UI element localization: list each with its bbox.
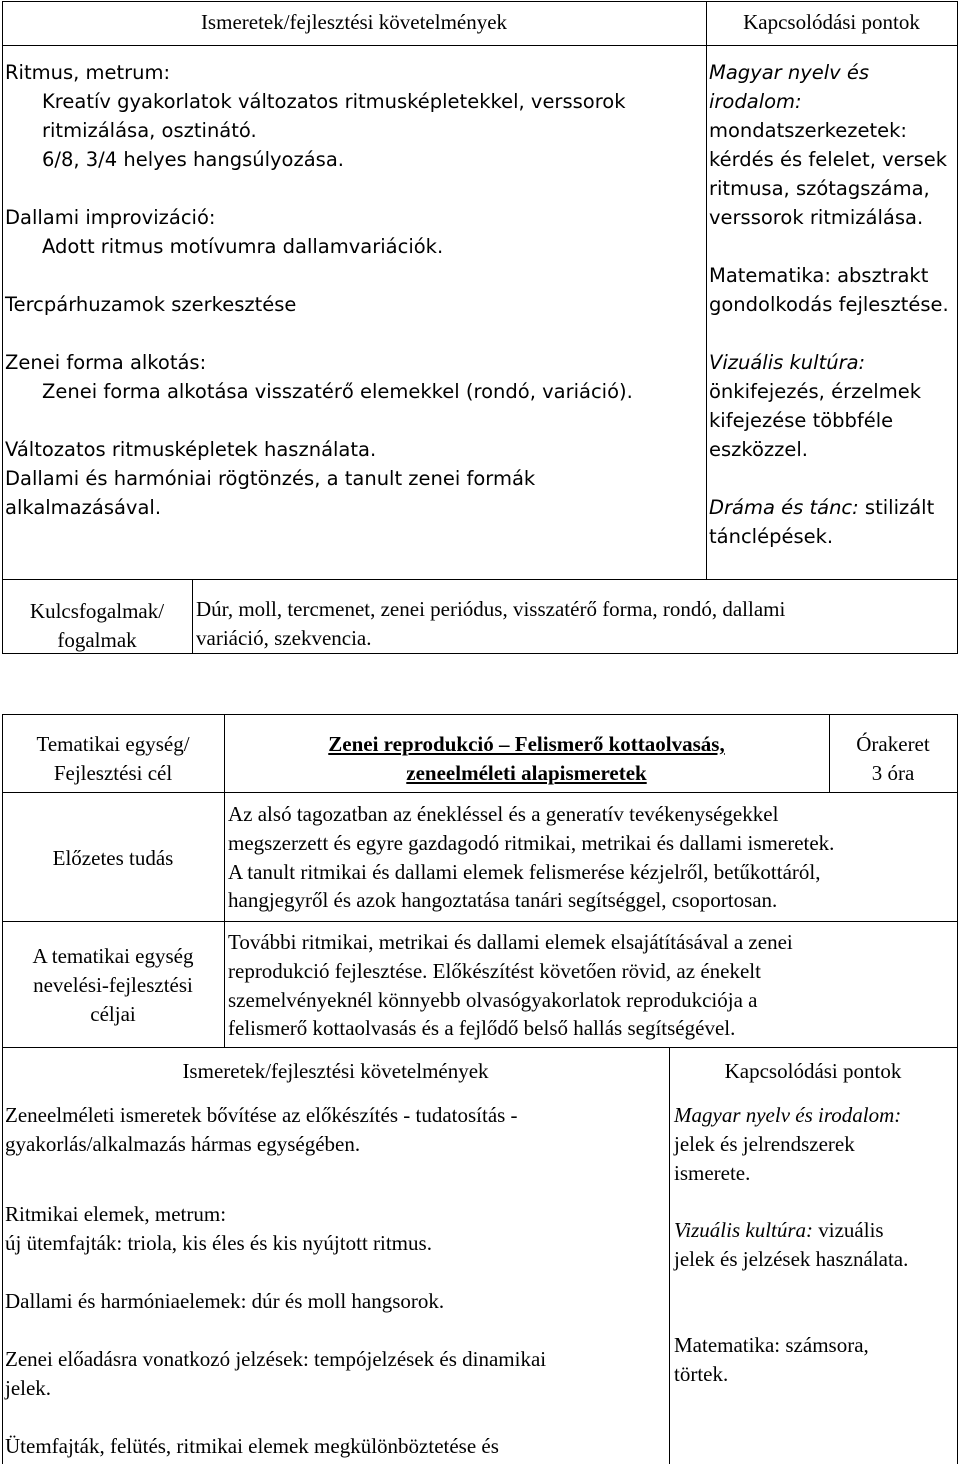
section1-header-connections: Kapcsolódási pontok: [743, 10, 920, 34]
subject-visual-culture: Vizuális kultúra:: [674, 1218, 814, 1242]
connection-text: Matematika: absztrakt: [709, 264, 929, 287]
section2-header-requirements: Ismeretek/fejlesztési követelmények: [182, 1059, 489, 1083]
prior-knowledge-text: Az alsó tagozatban az énekléssel és a generatív tevékenységekkel: [228, 802, 779, 826]
requirement-text: ritmizálása, osztinátó.: [42, 119, 257, 142]
unit-goals-label: A tematikai egység: [32, 944, 194, 968]
connection-text: önkifejezés, érzelmek: [709, 380, 922, 403]
requirement-text: gyakorlás/alkalmazás hármas egységében.: [5, 1132, 361, 1156]
section1-header-requirements: Ismeretek/fejlesztési követelmények: [200, 10, 508, 34]
connection-text: ismerete.: [674, 1161, 751, 1185]
requirement-text: Dallami és harmóniai rögtönzés, a tanult zenei formák: [5, 467, 536, 490]
unit-goals-text: felismerő kottaolvasás és a fejlődő belső hallás segítségével.: [228, 1016, 736, 1040]
requirement-text: új ütemfajták: triola, kis éles és kis nyújtott ritmus.: [5, 1231, 432, 1255]
prior-knowledge-text: A tanult ritmikai és dallami elemek felismerése kézjelről, betűkottáról,: [228, 860, 821, 884]
connection-text: Vizuális kultúra: vizuális: [674, 1218, 884, 1242]
unit-goals-label: nevelési-fejlesztési: [33, 973, 193, 997]
hours-label: Órakeret: [856, 732, 930, 756]
requirement-heading: Tercpárhuzamok szerkesztése: [5, 293, 297, 316]
requirement-text: alkalmazásával.: [5, 496, 162, 519]
requirement-heading: Ritmikai elemek, metrum:: [5, 1202, 227, 1226]
requirement-text: Változatos ritmusképletek használata.: [5, 438, 377, 461]
prior-knowledge-text: hangjegyről és azok hangoztatása tanári segítséggel, csoportosan.: [228, 888, 778, 912]
requirement-text: Ütemfajták, felütés, ritmikai elemek megkülönböztetése és: [5, 1434, 499, 1458]
requirement-text: Zenei forma alkotása visszatérő elemekkel (rondó, variáció).: [42, 380, 633, 403]
connection-text: jelek és jelzések használata.: [674, 1247, 909, 1271]
connection-text: kifejezése többféle: [709, 409, 894, 432]
unit-goals-text: További ritmikai, metrikai és dallami elemek elsajátításával a zenei: [228, 930, 793, 954]
unit-goals-label: céljai: [90, 1002, 136, 1026]
requirement-heading: Ritmus, metrum:: [5, 61, 171, 84]
requirement-text: Zenei előadásra vonatkozó jelzések: tempójelzések és dinamikai: [5, 1347, 547, 1371]
subject-drama: Dráma és tánc:: [709, 496, 859, 519]
requirement-text: Zeneelméleti ismeretek bővítése az előkészítés - tudatosítás -: [5, 1103, 518, 1127]
requirement-text: Adott ritmus motívumra dallamvariációk.: [42, 235, 444, 258]
requirement-heading: Dallami improvizáció:: [5, 206, 216, 229]
subject-visual-culture: Vizuális kultúra:: [709, 351, 866, 374]
prior-knowledge-text: megszerzett és egyre gazdagodó ritmikai, metrikai és dallami ismeretek.: [228, 831, 835, 855]
unit-goals-text: szemelvényeknél könnyebb olvasógyakorlatok reprodukciója a: [228, 988, 758, 1012]
connection-text: mondatszerkezetek:: [709, 119, 907, 142]
requirement-text: Kreatív gyakorlatok változatos ritmusképletekkel, verssorok: [42, 90, 626, 113]
requirement-text: jelek.: [5, 1376, 52, 1400]
connection-text: Matematika: számsora,: [674, 1333, 869, 1357]
connection-text: jelek és jelrendszerek: [674, 1132, 855, 1156]
thematic-unit-label: Fejlesztési cél: [53, 761, 173, 785]
requirement-text: 6/8, 3/4 helyes hangsúlyozása.: [42, 148, 344, 171]
subject-hungarian: irodalom:: [709, 90, 802, 113]
unit-goals-text: reprodukció fejlesztése. Előkészítést követően rövid, az énekelt: [228, 959, 761, 983]
prior-knowledge-label: Előzetes tudás: [52, 846, 174, 870]
requirement-text: Dallami és harmóniaelemek: dúr és moll hangsorok.: [5, 1289, 445, 1313]
unit-title: zeneelméleti alapismeretek: [406, 761, 647, 785]
keywords-text: variáció, szekvencia.: [196, 626, 372, 650]
connection-text: kérdés és felelet, versek: [709, 148, 948, 171]
subject-hungarian: Magyar nyelv és irodalom:: [674, 1103, 902, 1127]
requirement-heading: Zenei forma alkotás:: [5, 351, 207, 374]
connection-text: ritmusa, szótagszáma,: [709, 177, 930, 200]
thematic-unit-label: Tematikai egység/: [36, 732, 190, 756]
section2-header-connections: Kapcsolódási pontok: [724, 1059, 902, 1083]
hours-value: 3 óra: [871, 761, 915, 785]
keywords-text: Dúr, moll, tercmenet, zenei periódus, visszatérő forma, rondó, dallami: [196, 597, 786, 621]
connection-text: Dráma és tánc: stilizált: [709, 496, 935, 519]
subject-hungarian: Magyar nyelv és: [709, 61, 870, 84]
connection-text: eszközzel.: [709, 438, 809, 461]
connection-text: gondolkodás fejlesztése.: [709, 293, 949, 316]
unit-title: Zenei reprodukció – Felismerő kottaolvasás,: [328, 732, 725, 756]
connection-text: tánclépések.: [709, 525, 834, 548]
keywords-label: Kulcsfogalmak/: [29, 599, 165, 623]
connection-text: verssorok ritmizálása.: [709, 206, 924, 229]
connection-text: törtek.: [674, 1362, 729, 1386]
keywords-label: fogalmak: [57, 628, 137, 652]
